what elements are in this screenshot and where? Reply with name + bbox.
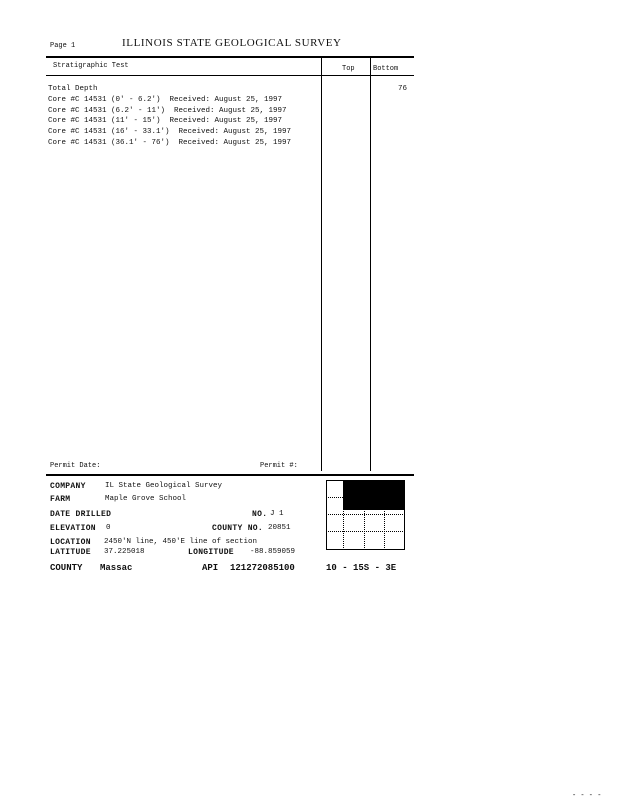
grid-line — [326, 531, 405, 532]
county-value: Massac — [100, 563, 133, 573]
permit-rule — [46, 474, 414, 476]
county-no-value: 20851 — [268, 524, 291, 532]
farm-label: FARM — [50, 495, 71, 504]
longitude-label: LONGITUDE — [188, 548, 234, 557]
township-range: 10 - 15S - 3E — [326, 563, 397, 573]
api-value: 121272085100 — [230, 563, 295, 573]
api-label: API — [202, 563, 219, 573]
permit-date-label: Permit Date: — [50, 462, 101, 470]
page-label: Page 1 — [50, 42, 76, 50]
location-value: 2450'N line, 450'E line of section — [104, 538, 258, 546]
grid-line — [326, 497, 405, 498]
grid-filled-area — [343, 480, 405, 510]
header-rule-bottom — [46, 75, 414, 76]
grid-line — [326, 514, 405, 515]
company-label: COMPANY — [50, 482, 86, 491]
county-label: COUNTY — [50, 563, 83, 573]
grid-line — [384, 480, 385, 550]
county-no-label: COUNTY NO. — [212, 524, 264, 533]
column-divider-top — [321, 58, 322, 471]
no-value: J 1 — [270, 510, 284, 518]
table-row: Core #C 14531 (36.1' - 76') Received: August 25, 1997 — [48, 139, 292, 147]
total-depth-bottom-value: 76 — [398, 85, 408, 93]
column-divider-bottom — [370, 58, 371, 471]
farm-value: Maple Grove School — [105, 495, 187, 503]
table-row: Total Depth — [48, 85, 98, 93]
grid-line — [364, 480, 365, 550]
location-label: LOCATION — [50, 538, 91, 547]
company-value: IL State Geological Survey — [105, 482, 223, 490]
elevation-value: 0 — [106, 524, 111, 532]
page-title: ILLINOIS STATE GEOLOGICAL SURVEY — [122, 37, 342, 49]
latitude-value: 37.225018 — [104, 548, 145, 556]
bottom-column-header: Bottom — [373, 65, 399, 73]
date-drilled-label: DATE DRILLED — [50, 510, 112, 519]
latitude-label: LATITUDE — [50, 548, 91, 557]
longitude-value: -88.859059 — [250, 548, 296, 556]
corner-mark: - - - - — [572, 792, 602, 800]
permit-number-label: Permit #: — [260, 462, 298, 470]
table-row: Core #C 14531 (0' - 6.2') Received: August 25, 1997 — [48, 96, 283, 104]
table-row: Core #C 14531 (11' - 15') Received: August 25, 1997 — [48, 117, 283, 125]
top-column-header: Top — [342, 65, 355, 73]
elevation-label: ELEVATION — [50, 524, 96, 533]
grid-line — [343, 480, 344, 550]
table-row: Core #C 14531 (6.2' - 11') Received: August 25, 1997 — [48, 107, 287, 115]
table-row: Core #C 14531 (16' - 33.1') Received: August 25, 1997 — [48, 128, 292, 136]
header-rule-top — [46, 56, 414, 58]
strat-column-header: Stratigraphic Test — [53, 62, 129, 70]
no-label: NO. — [252, 510, 268, 519]
